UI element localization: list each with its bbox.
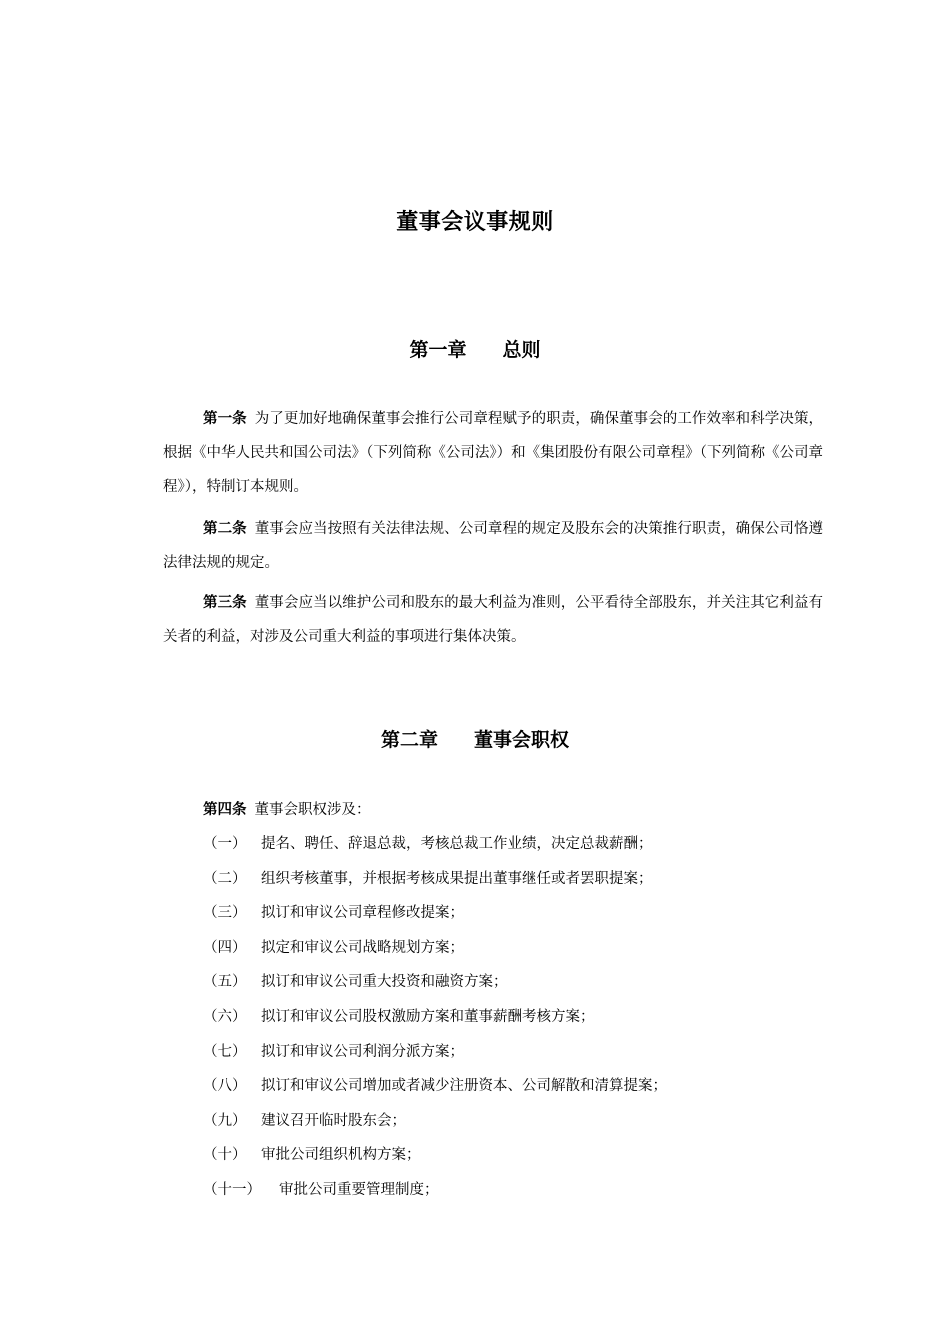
list-item-text: 拟订和审议公司重大投资和融资方案； xyxy=(261,974,508,991)
chapter-1-number: 第一章 xyxy=(409,339,467,361)
list-item xyxy=(203,827,843,862)
board-powers-list xyxy=(203,827,843,1208)
list-item xyxy=(203,1138,843,1173)
list-item-text: 拟订和审议公司股权激励方案和董事薪酬考核方案； xyxy=(261,1008,595,1025)
list-item-text: 审批公司重要管理制度； xyxy=(279,1181,439,1198)
list-item-number: （九） xyxy=(203,1112,247,1129)
list-item-number: （十一） xyxy=(203,1181,261,1198)
list-item-text: 组织考核董事，并根据考核成果提出董事继任或者罢职提案； xyxy=(261,870,653,887)
list-item-text: 拟订和审议公司利润分派方案； xyxy=(261,1043,464,1060)
list-item xyxy=(203,1000,843,1035)
list-item-number: （一） xyxy=(203,836,247,852)
list-item-number: （八） xyxy=(203,1078,247,1095)
document-title: 董事会议事规则 xyxy=(396,210,554,235)
chapter-2-name: 董事会职权 xyxy=(474,729,570,751)
list-item-number: （十） xyxy=(203,1147,247,1164)
article-4 xyxy=(203,793,863,827)
list-item-text: 拟订和审议公司章程修改提案； xyxy=(261,905,464,922)
article-3 xyxy=(163,586,823,654)
list-item-text: 拟订和审议公司增加或者减少注册资本、公司解散和清算提案； xyxy=(261,1078,667,1095)
list-item xyxy=(203,1104,843,1139)
list-item-text: 提名、聘任、辞退总裁，考核总裁工作业绩，决定总裁薪酬； xyxy=(261,836,653,852)
list-item-text: 建议召开临时股东会； xyxy=(261,1112,406,1129)
chapter-2-number: 第二章 xyxy=(380,729,438,751)
article-4-text: 董事会职权涉及： xyxy=(254,802,371,818)
list-item-number: （二） xyxy=(203,870,247,887)
list-item xyxy=(203,1035,843,1070)
list-item-number: （七） xyxy=(203,1043,247,1060)
article-4-label: 第四条 xyxy=(203,802,247,818)
article-2-label: 第二条 xyxy=(203,521,247,537)
list-item xyxy=(203,896,843,931)
list-item-number: （六） xyxy=(203,1008,247,1025)
article-3-label: 第三条 xyxy=(203,595,247,611)
chapter-1-heading xyxy=(0,334,950,366)
list-item-number: （四） xyxy=(203,939,247,956)
list-item xyxy=(203,862,843,897)
list-item xyxy=(203,931,843,966)
list-item-text: 拟定和审议公司战略规划方案； xyxy=(261,939,464,956)
list-item-number: （三） xyxy=(203,905,247,922)
list-item xyxy=(203,1069,843,1104)
article-1-text: 为了更加好地确保董事会推行公司章程赋予的职责，确保董事会的工作效率和科学决策，根据《中华人民共和国公司法》（下列简称《公司法》）和《集团股份有限公司章程》（下列简称《公司章程》），特制订本规则。 xyxy=(163,411,824,495)
article-3-text: 董事会应当以维护公司和股东的最大利益为准则，公平看待全部股东，并关注其它利益有关者的利益，对涉及公司重大利益的事项进行集体决策。 xyxy=(163,595,824,645)
article-2 xyxy=(163,512,823,580)
article-1 xyxy=(163,402,823,504)
list-item xyxy=(203,1173,843,1208)
list-item-text: 审批公司组织机构方案； xyxy=(261,1147,421,1164)
article-1-label: 第一条 xyxy=(203,411,247,427)
article-2-text: 董事会应当按照有关法律法规、公司章程的规定及股东会的决策推行职责，确保公司恪遵法律法规的规定。 xyxy=(163,521,824,571)
chapter-1-name: 总则 xyxy=(502,339,541,361)
list-item-number: （五） xyxy=(203,974,247,991)
chapter-2-heading xyxy=(0,724,950,756)
list-item xyxy=(203,965,843,1000)
